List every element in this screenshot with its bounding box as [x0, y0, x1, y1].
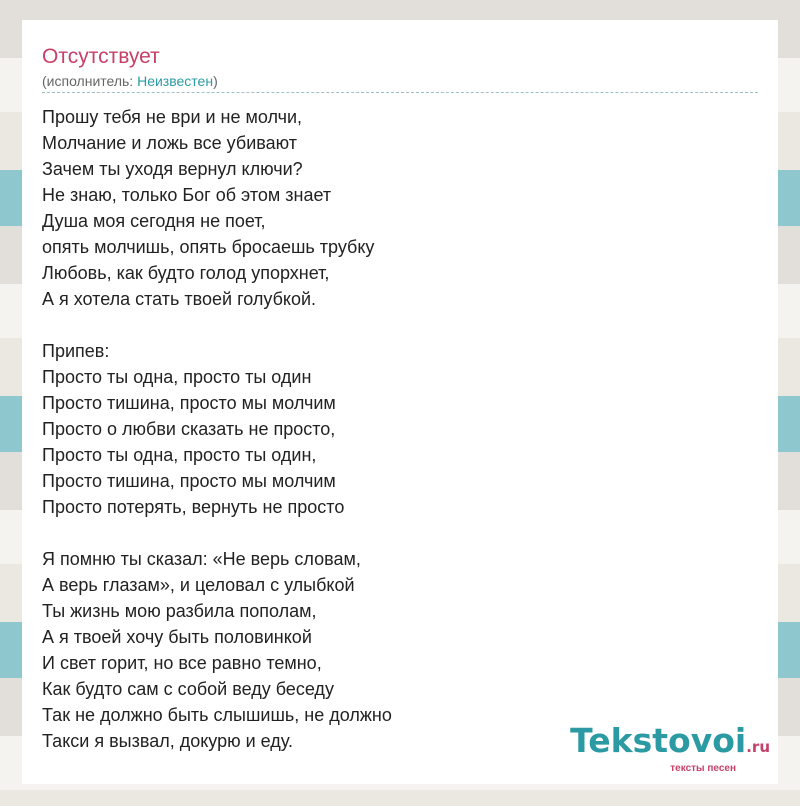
logo-name: Tekstovoi [570, 721, 747, 760]
chorus [42, 338, 392, 520]
lyric-line: Молчание и ложь все убивают [42, 133, 297, 153]
verse-1 [42, 104, 392, 312]
verse-2 [42, 546, 392, 754]
stanza-gap [42, 312, 392, 338]
lyric-line: Такси я вызвал, докурю и еду. [42, 731, 293, 751]
lyric-line: А я хотела стать твоей голубкой. [42, 289, 317, 309]
artist-link[interactable]: Неизвестен [137, 73, 214, 89]
artist-prefix: (исполнитель: [42, 73, 138, 89]
logo-tld: .ru [746, 738, 770, 756]
artist-line [42, 72, 218, 90]
lyric-line: И свет горит, но все равно темно, [42, 653, 322, 673]
logo-tagline: тексты песен [670, 763, 736, 774]
lyrics-body [42, 104, 392, 754]
lyric-line: Не знаю, только Бог об этом знает [42, 185, 332, 205]
lyric-line: Зачем ты уходя вернул ключи? [42, 159, 303, 179]
lyric-line: опять молчишь, опять бросаешь трубку [42, 237, 375, 257]
lyric-line: Просто о любви сказать не просто, [42, 419, 336, 439]
lyric-line: Прошу тебя не ври и не молчи, [42, 107, 303, 127]
lyrics-card [22, 20, 778, 784]
lyric-line: Просто тишина, просто мы молчим [42, 471, 336, 491]
dashed-divider [42, 92, 758, 93]
logo-wordmark [570, 721, 770, 764]
lyric-line: Любовь, как будто голод упорхнет, [42, 263, 330, 283]
lyric-line: Просто тишина, просто мы молчим [42, 393, 336, 413]
lyric-line: Так не должно быть слышишь, не должно [42, 705, 392, 725]
lyric-line: Ты жизнь мою разбила пополам, [42, 601, 317, 621]
lyric-line: Просто ты одна, просто ты один, [42, 445, 317, 465]
lyric-line: А я твоей хочу быть половинкой [42, 627, 312, 647]
lyric-line: Как будто сам с собой веду беседу [42, 679, 334, 699]
site-logo[interactable] [570, 721, 770, 774]
stanza-gap [42, 520, 392, 546]
lyric-line: Просто ты одна, просто ты один [42, 367, 312, 387]
lyric-line: Я помню ты сказал: «Не верь словам, [42, 549, 361, 569]
lyric-line: Душа моя сегодня не поет, [42, 211, 266, 231]
artist-suffix: ) [213, 73, 218, 89]
lyric-line: А верь глазам», и целовал с улыбкой [42, 575, 355, 595]
lyric-line: Просто потерять, вернуть не просто [42, 497, 345, 517]
song-title: Отсутствует [42, 45, 160, 68]
chorus-label: Припев: [42, 341, 110, 361]
